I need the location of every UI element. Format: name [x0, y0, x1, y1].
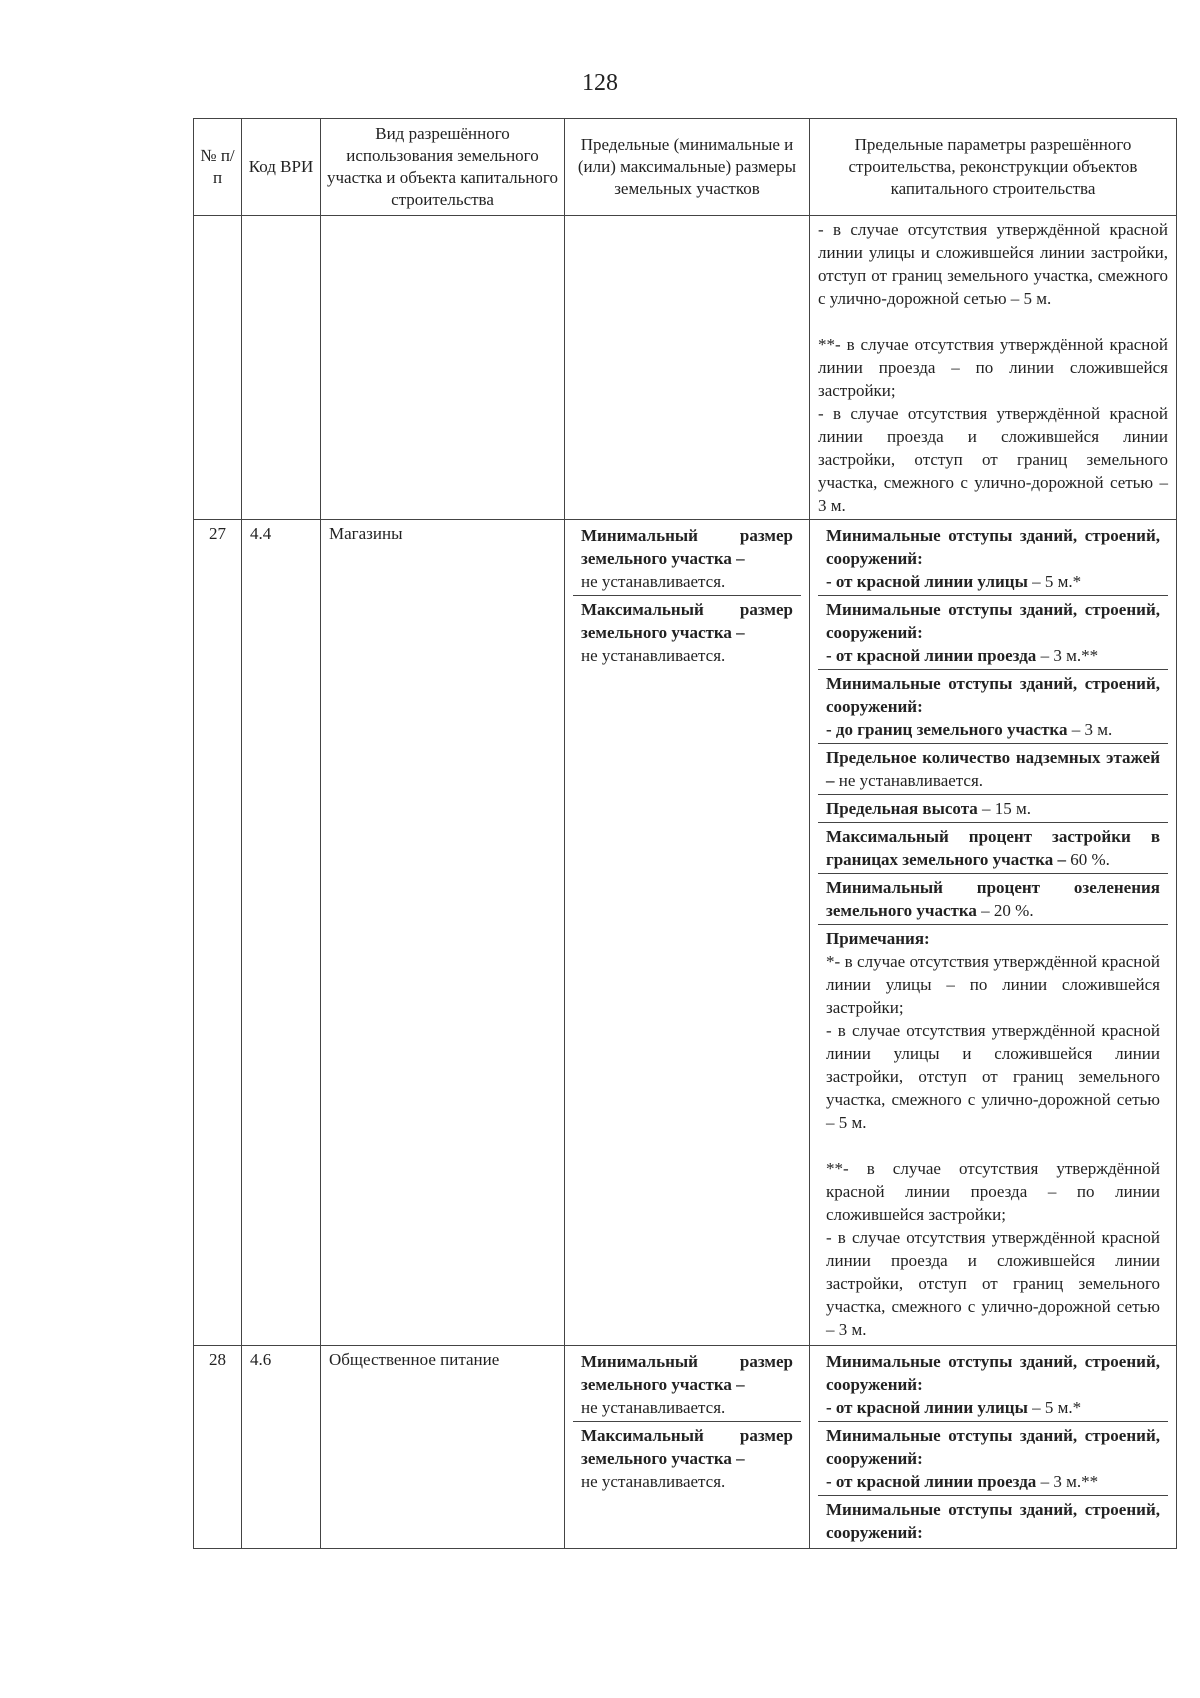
param-item: - от красной линии проезда	[826, 646, 1037, 665]
param-value: – 3 м.**	[1036, 646, 1099, 665]
max-plot-size	[573, 1421, 801, 1495]
row-plot-size	[565, 1346, 810, 1549]
note: *- в случае отсутствия утверждённой красной линии улицы – по линии сложившейся застройки;	[826, 952, 1160, 1017]
param-label: Минимальные отступы зданий, строений, сооружений:	[826, 1426, 1160, 1468]
header-plot-size: Предельные (минимальные и (или) максимальные) размеры земельных участков	[565, 119, 810, 216]
continuation-para: - в случае отсутствия утверждённой красной линии улицы и сложившейся линии застройки, отступ от границ земельного участка, смежного с улично-дорожной сетью – 5 м.	[818, 220, 1168, 308]
header-use: Вид разрешённого использования земельного участка и объекта капитального строительства	[321, 119, 565, 216]
row-use: Магазины	[321, 520, 565, 1346]
table-row	[194, 520, 1177, 1346]
note: - в случае отсутствия утверждённой красной линии улицы и сложившейся линии застройки, отступ от границ земельного участка, смежного с улично-дорожной сетью – 5 м.	[826, 1021, 1160, 1132]
row-code: 4.6	[242, 1346, 321, 1549]
param-value: – 3 м.**	[1036, 1472, 1099, 1491]
param-value: 60 %.	[1065, 850, 1110, 869]
table-row	[194, 1346, 1177, 1549]
continuation-cell	[810, 216, 1177, 520]
param-setback-street	[818, 522, 1168, 596]
row-plot-size	[565, 520, 810, 1346]
param-item: - от красной линии улицы	[826, 572, 1028, 591]
param-label: Минимальные отступы зданий, строений, сооружений:	[826, 1352, 1160, 1394]
param-floors	[818, 744, 1168, 795]
continuation-para: **- в случае отсутствия утверждённой красной линии проезда – по линии сложившейся застройки;	[818, 335, 1168, 400]
header-num: № п/п	[194, 119, 242, 216]
header-code: Код ВРИ	[242, 119, 321, 216]
max-plot-size-label: Максимальный размер земельного участка –	[581, 600, 793, 642]
header-params: Предельные параметры разрешённого строительства, реконструкции объектов капитального строительства	[810, 119, 1177, 216]
zoning-table	[193, 118, 1177, 1549]
note: - в случае отсутствия утверждённой красной линии проезда и сложившейся линии застройки, отступ от границ земельного участка, смежного с улично-дорожной сетью – 3 м.	[826, 1228, 1160, 1339]
param-label: Минимальный процент озеленения земельного участка	[826, 878, 1160, 920]
row-code: 4.4	[242, 520, 321, 1346]
note: **- в случае отсутствия утверждённой красной линии проезда – по линии сложившейся застройки;	[826, 1159, 1160, 1224]
param-label: Минимальные отступы зданий, строений, сооружений:	[826, 526, 1160, 568]
param-item: - от красной линии проезда	[826, 1472, 1037, 1491]
notes	[818, 925, 1168, 1343]
param-setback-boundary	[818, 670, 1168, 744]
max-plot-size	[573, 595, 801, 669]
min-plot-size-value: не устанавливается.	[581, 572, 726, 591]
param-value: – 3 м.	[1067, 720, 1113, 739]
param-label: Предельная высота	[826, 799, 978, 818]
min-plot-size	[573, 1348, 801, 1421]
param-setback-passage	[818, 1422, 1168, 1496]
min-plot-size-label: Минимальный размер земельного участка –	[581, 1352, 793, 1394]
param-item: - от красной линии улицы	[826, 1398, 1028, 1417]
row-num: 28	[194, 1346, 242, 1549]
continuation-para: - в случае отсутствия утверждённой красной линии проезда и сложившейся линии застройки, отступ от границ земельного участка, смежного с улично-дорожной сетью – 3 м.	[818, 404, 1168, 515]
param-setback-passage	[818, 596, 1168, 670]
param-label: Минимальные отступы зданий, строений, сооружений:	[826, 1500, 1160, 1542]
param-label: Максимальный процент застройки в границах земельного участка –	[826, 827, 1160, 869]
param-coverage	[818, 823, 1168, 874]
min-plot-size	[573, 522, 801, 595]
min-plot-size-value: не устанавливается.	[581, 1398, 726, 1417]
param-value: – 20 %.	[976, 901, 1034, 920]
row-params	[810, 1346, 1177, 1549]
param-value: не устанавливается.	[834, 771, 984, 790]
param-value: – 15 м.	[977, 799, 1032, 818]
param-item: - до границ земельного участка	[826, 720, 1068, 739]
min-plot-size-label: Минимальный размер земельного участка –	[581, 526, 793, 568]
table-row-continuation	[194, 216, 1177, 520]
max-plot-size-label: Максимальный размер земельного участка –	[581, 1426, 793, 1468]
param-setback-boundary	[818, 1496, 1168, 1546]
param-value: – 5 м.*	[1027, 1398, 1082, 1417]
row-num: 27	[194, 520, 242, 1346]
max-plot-size-value: не устанавливается.	[581, 646, 726, 665]
param-label: Минимальные отступы зданий, строений, сооружений:	[826, 600, 1160, 642]
param-label: Предельное количество надземных этажей –	[826, 748, 1160, 790]
param-height	[818, 795, 1168, 823]
param-greenery	[818, 874, 1168, 925]
param-label: Минимальные отступы зданий, строений, сооружений:	[826, 674, 1160, 716]
page-number: 128	[582, 70, 618, 96]
max-plot-size-value: не устанавливается.	[581, 1472, 726, 1491]
row-params	[810, 520, 1177, 1346]
notes-title: Примечания:	[826, 929, 930, 948]
param-setback-street	[818, 1348, 1168, 1422]
param-value: – 5 м.*	[1027, 572, 1082, 591]
row-use: Общественное питание	[321, 1346, 565, 1549]
table-header-row	[194, 119, 1177, 216]
